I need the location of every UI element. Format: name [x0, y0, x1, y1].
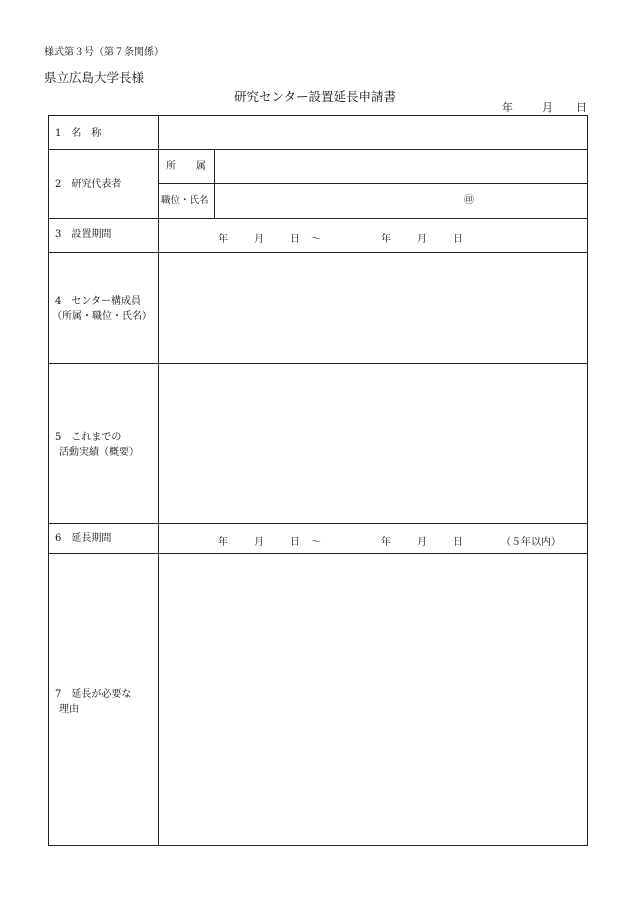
extension-end-year: 年 — [381, 537, 391, 548]
position-name-label: 職位・氏名 — [161, 195, 209, 206]
affiliation-label: 所 属 — [166, 161, 206, 172]
establishment-start-month: 月 — [254, 234, 264, 245]
row-divider — [49, 252, 587, 253]
establishment-end-day: 日 — [453, 234, 463, 245]
seal-mark: ㊞ — [464, 195, 474, 206]
extension-limit-note: （５年以内） — [501, 537, 561, 548]
reason-field[interactable] — [161, 556, 585, 843]
row-divider — [49, 523, 587, 524]
extension-start-day: 日 — [290, 537, 300, 548]
row-divider — [158, 183, 587, 184]
establishment-start-day: 日 — [290, 234, 300, 245]
sublabel-column-divider — [214, 149, 215, 218]
reason-sublabel: 理由 — [59, 704, 79, 715]
label-column-divider — [158, 116, 159, 845]
extension-end-day: 日 — [453, 537, 463, 548]
affiliation-field[interactable] — [217, 152, 585, 182]
establishment-end-year: 年 — [381, 234, 391, 245]
form-number: 様式第３号（第７条関係） — [44, 47, 164, 58]
extension-separator: ～ — [311, 537, 321, 548]
extension-start-year: 年 — [218, 537, 228, 548]
row-divider — [49, 363, 587, 364]
achievements-sublabel: 活動実績（概要） — [59, 447, 139, 458]
achievements-label: 5 これまでの — [55, 432, 122, 443]
name-field[interactable] — [161, 118, 585, 148]
establishment-period-label: 3 設置期間 — [55, 229, 112, 240]
reason-label: 7 延長が必要な — [55, 689, 132, 700]
members-label: 4 センター構成員 — [55, 296, 141, 307]
row-divider — [49, 149, 587, 150]
extension-period-label: 6 延長期間 — [55, 533, 112, 544]
row-divider — [49, 218, 587, 219]
position-name-field[interactable] — [217, 186, 585, 216]
addressee: 県立広島大学長様 — [44, 70, 145, 85]
row-divider — [49, 553, 587, 554]
representative-label: 2 研究代表者 — [55, 179, 122, 190]
name-label: 1 名 称 — [55, 128, 102, 139]
application-form-table — [48, 115, 588, 846]
members-field[interactable] — [161, 255, 585, 361]
extension-start-month: 月 — [254, 537, 264, 548]
document-title: 研究センター設置延長申請書 — [233, 89, 396, 104]
date-day-label: 日 — [576, 101, 587, 114]
members-sublabel: （所属・職位・氏名） — [52, 311, 152, 322]
establishment-end-month: 月 — [417, 234, 427, 245]
extension-end-month: 月 — [417, 537, 427, 548]
date-month-label: 月 — [542, 101, 553, 114]
establishment-separator: ～ — [311, 234, 321, 245]
achievements-field[interactable] — [161, 366, 585, 521]
date-year-label: 年 — [502, 101, 513, 114]
establishment-start-year: 年 — [218, 234, 228, 245]
